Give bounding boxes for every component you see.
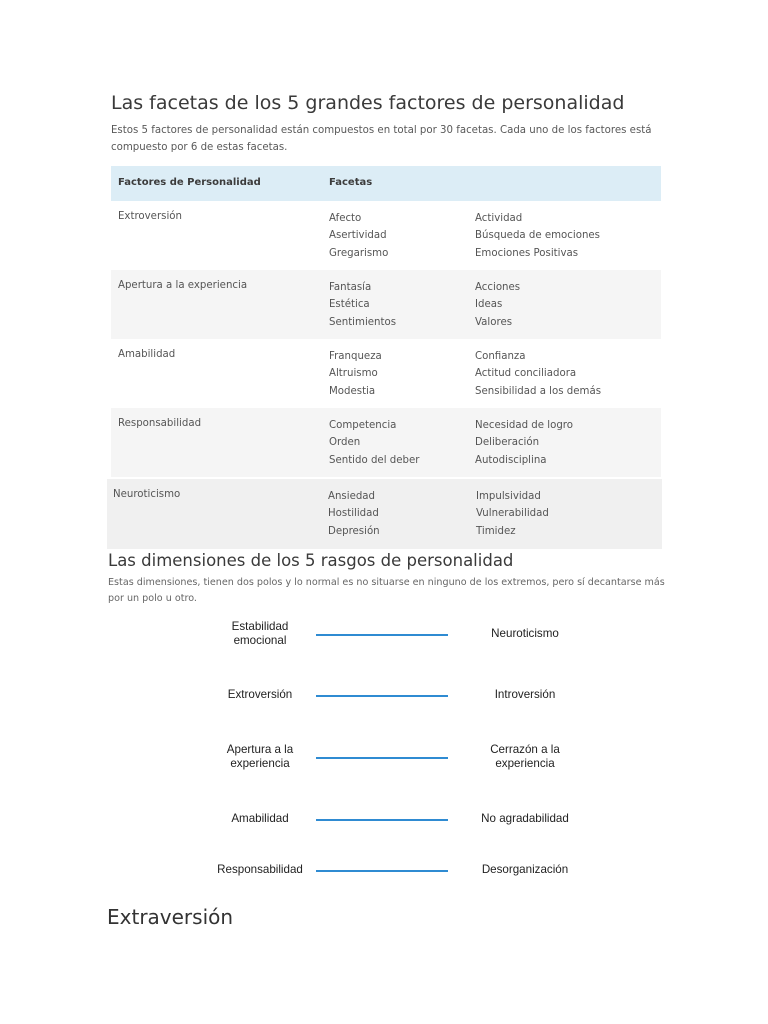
table-row (107, 479, 662, 549)
facet-item: Búsqueda de emociones (475, 230, 600, 242)
facet-column (328, 488, 380, 540)
facet-item: Franqueza (329, 351, 382, 362)
facet-column (329, 417, 419, 469)
pole-right (450, 627, 600, 641)
facet-item: Impulsividad (476, 491, 541, 502)
facet-item: Acciones (475, 282, 521, 293)
facet-item: Gregarismo (329, 247, 389, 259)
facets-title: Las facetas de los 5 grandes factores de personalidad (111, 92, 625, 114)
pole-right (450, 743, 600, 771)
facet-item: Actitud conciliadora (475, 368, 577, 380)
pole-connector-line (316, 634, 448, 636)
pole-label-line: experiencia (230, 757, 290, 770)
facet-column (476, 488, 549, 540)
facet-column (475, 348, 601, 400)
dimensions-intro: Estas dimensiones, tienen dos polos y lo normal es no situarse en ninguno de los extremos, pero sí decantarse más por un polo u otro. (108, 577, 665, 604)
facet-item: Estética (329, 299, 370, 311)
facet-item: Autodisciplina (475, 454, 547, 466)
table-row (111, 339, 661, 408)
facet-column (475, 417, 573, 469)
table-row (111, 408, 661, 477)
pole-label-line: Neuroticismo (491, 627, 559, 640)
facet-item: Ansiedad (328, 491, 376, 502)
pole-label-line: emocional (233, 634, 287, 647)
facet-item: Sensibilidad a los demás (475, 385, 602, 397)
pole-connector-line (316, 870, 448, 872)
facet-item: Timidez (476, 525, 516, 537)
pole-left (185, 863, 335, 877)
facet-column (475, 210, 600, 262)
facet-item: Modestia (329, 385, 376, 397)
facet-item: Ideas (475, 299, 503, 311)
facet-item: Emociones Positivas (475, 247, 579, 259)
facet-item: Altruismo (329, 368, 378, 380)
facet-item: Orden (329, 437, 361, 449)
pole-connector-line (316, 819, 448, 821)
pole-right (450, 863, 600, 877)
facet-item: Vulnerabilidad (476, 508, 549, 520)
table-header (111, 166, 661, 201)
table-row (111, 270, 661, 339)
facet-item: Sentimientos (329, 316, 397, 328)
facet-item: Sentido del deber (329, 454, 420, 466)
facet-item: Depresión (328, 525, 380, 537)
factor-name: Neuroticismo (113, 489, 181, 500)
facet-item: Hostilidad (328, 508, 379, 520)
pole-connector-line (316, 695, 448, 697)
pole-label-line: experiencia (495, 757, 555, 770)
header-factors: Factores de Personalidad (118, 177, 261, 188)
factor-name: Amabilidad (118, 349, 176, 360)
pole-left (185, 688, 335, 702)
pole-connector-line (316, 757, 448, 759)
pole-right (450, 688, 600, 702)
facet-item: Necesidad de logro (475, 420, 574, 431)
facet-column (329, 348, 382, 400)
facet-item: Actividad (475, 213, 523, 224)
pole-label-line: Introversión (494, 688, 556, 701)
facet-item: Afecto (329, 213, 362, 224)
pole-label-line: Cerrazón a la (490, 743, 560, 756)
header-facets: Facetas (329, 177, 373, 188)
facet-item: Fantasía (329, 282, 372, 293)
facet-column (475, 279, 520, 331)
pole-label-line: Amabilidad (231, 812, 289, 825)
pole-label-line: Apertura a la (226, 743, 294, 756)
facet-column (329, 210, 388, 262)
pole-label-line: Extroversión (227, 688, 293, 701)
extraversion-heading: Extraversión (107, 905, 234, 929)
facet-column (329, 279, 396, 331)
pole-left (185, 812, 335, 826)
pole-right (450, 812, 600, 826)
table-row (111, 201, 661, 270)
pole-label-line: No agradabilidad (481, 812, 569, 825)
facet-item: Deliberación (475, 437, 540, 449)
facets-intro: Estos 5 factores de personalidad están compuestos en total por 30 facetas. Cada uno de los factores está compuesto por 6 de estas facetas. (111, 125, 652, 153)
pole-left (185, 620, 335, 648)
facet-item: Confianza (475, 351, 526, 362)
facet-item: Competencia (329, 420, 397, 431)
facet-item: Asertividad (329, 230, 387, 242)
dimensions-title: Las dimensiones de los 5 rasgos de personalidad (108, 551, 514, 570)
pole-left (185, 743, 335, 771)
facet-item: Valores (475, 316, 513, 328)
pole-label-line: Responsabilidad (217, 863, 303, 876)
pole-label-line: Estabilidad (231, 620, 289, 633)
factor-name: Responsabilidad (118, 418, 202, 429)
factor-name: Apertura a la experiencia (118, 280, 248, 291)
factor-name: Extroversión (118, 211, 182, 222)
pole-label-line: Desorganización (481, 863, 569, 876)
